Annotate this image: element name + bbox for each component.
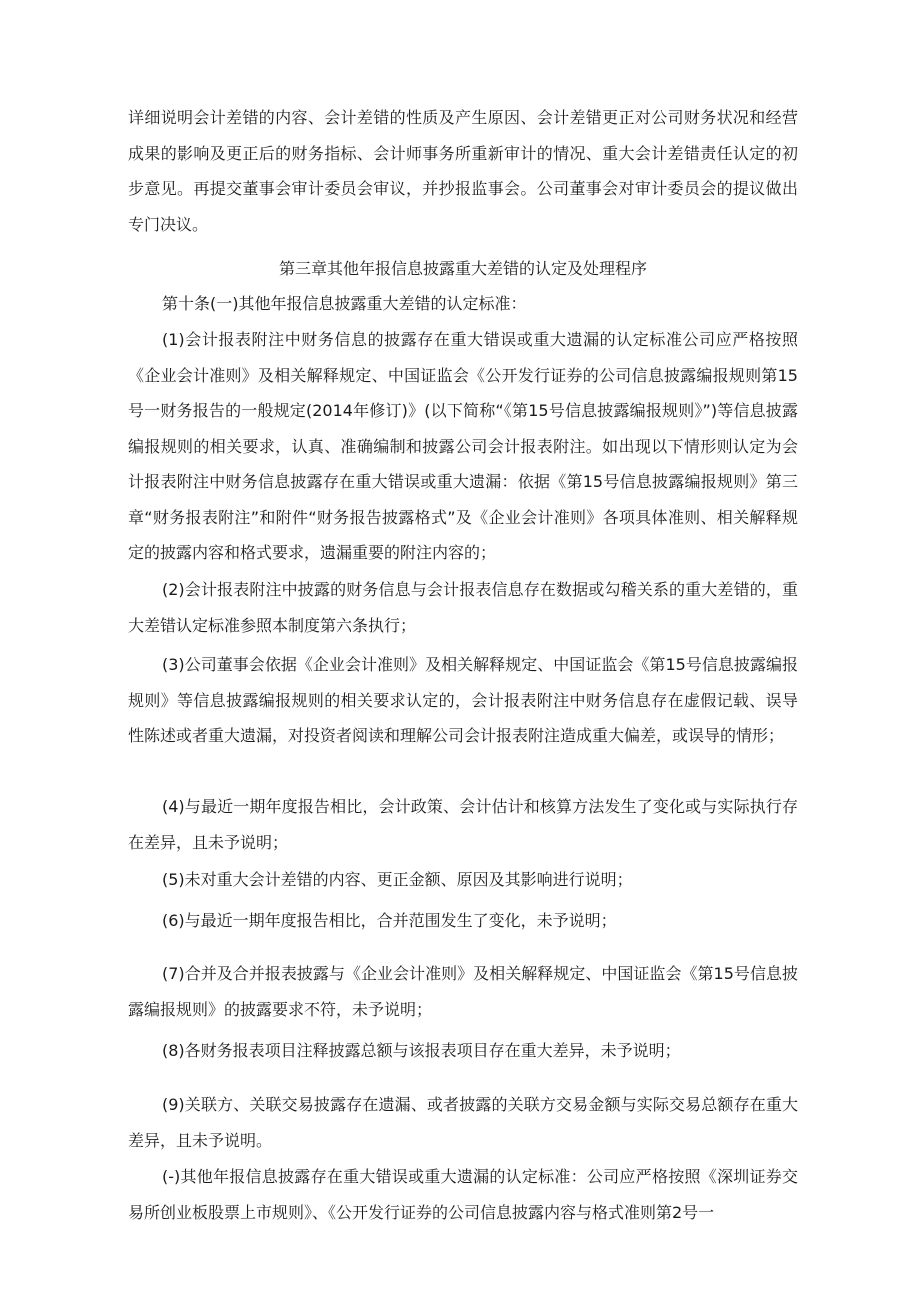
- chapter-title: 第三章其他年报信息披露重大差错的认定及处理程序: [278, 259, 647, 278]
- item-8-paragraph: (8)各财务报表项目注释披露总额与该报表项目存在重大差异，未予说明；: [162, 1041, 681, 1060]
- item-4-paragraph: (4)与最近一期年度报告相比，会计政策、会计估计和核算方法发生了变化或与实际执行存在差异，且未予说明；: [128, 797, 798, 852]
- item-9-paragraph: (9)关联方、关联交易披露存在遗漏、或者披露的关联方交易金额与实际交易总额存在重大差异，且未予说明。: [128, 1095, 798, 1150]
- article-ten-heading: 第十条(一)其他年报信息披露重大差错的认定标准：: [162, 294, 527, 313]
- section-two-paragraph: (-)其他年报信息披露存在重大错误或重大遗漏的认定标准：公司应严格按照《深圳证券交易所创业板股票上市规则》、《公开发行证券的公司信息披露内容与格式准则第2号一: [128, 1167, 798, 1222]
- item-2-paragraph: (2)会计报表附注中披露的财务信息与会计报表信息存在数据或勾稽关系的重大差错的，重大差错认定标准参照本制度第六条执行；: [128, 580, 798, 635]
- item-5-paragraph: (5)未对重大会计差错的内容、更正金额、原因及其影响进行说明；: [162, 870, 633, 889]
- intro-paragraph: 详细说明会计差错的内容、会计差错的性质及产生原因、会计差错更正对公司财务状况和经营成果的影响及更正后的财务指标、会计师事务所重新审计的情况、重大会计差错责任认定的初步意见。再提交董事会审计委员会审议，并抄报监事会。公司董事会对审计委员会的提议做出专门决议。: [128, 108, 798, 234]
- item-1-paragraph: (1)会计报表附注中财务信息的披露存在重大错误或重大遗漏的认定标准公司应严格按照《企业会计准则》及相关解释规定、中国证监会《公开发行证券的公司信息披露编报规则第15号一财务报告的一般规定(2014年修订)》(以下简称“《第15号信息披露编报规则》”)等信息披露编报规则的相关要求，认真、准确编制和披露公司会计报表附注。如出现以下情形则认定为会计报表附注中财务信息披露存在重大错误或重大遗漏：依据《第15号信息披露编报规则》第三章“财务报表附注”和附件“财务报告披露格式”及《企业会计准则》各项具体准则、相关解释规定的披露内容和格式要求，遗漏重要的附注内容的；: [128, 330, 798, 562]
- item-3-paragraph: (3)公司董事会依据《企业会计准则》及相关解释规定、中国证监会《第15号信息披露编报规则》等信息披露编报规则的相关要求认定的，会计报表附注中财务信息存在虚假记载、误导性陈述或者重大遗漏，对投资者阅读和理解公司会计报表附注造成重大偏差，或误导的情形；: [128, 655, 798, 745]
- item-7-paragraph: (7)合并及合并报表披露与《企业会计准则》及相关解释规定、中国证监会《第15号信息披露编报规则》的披露要求不符，未予说明；: [128, 964, 798, 1019]
- item-6-paragraph: (6)与最近一期年度报告相比，合并范围发生了变化，未予说明；: [162, 911, 617, 930]
